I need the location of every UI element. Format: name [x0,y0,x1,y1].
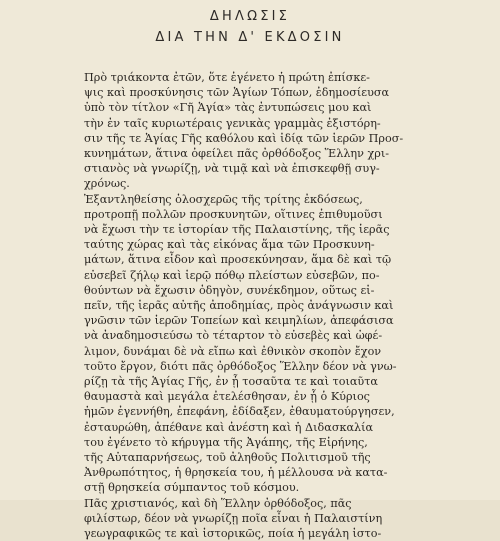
body-text [84,70,474,541]
title-line-2: ΔΙΑ ΤΗΝ Δ' ΕΚΔΟΣΙΝ [155,30,345,45]
paragraph-2: Ἐξαντληθείσης ὁλοσχερῶς τῆς τρίτης ἐκδόσεως, προτροπῇ πολλῶν προσκυνητῶν, οἵτινες ἐπιθυμοῦσι νὰ ἔχωσι τὴν τε ἱστορίαν τῆς Παλαιστίνης, τῆς ἱερᾶς ταύτης χώρας καὶ τὰς εἰκόνας ἅμα τῶν Προσκυνη- μάτων, ἅτινα εἶδον καὶ προσεκύνησαν, ἅμα δὲ καὶ τῷ εὐσεβεῖ ζήλῳ καὶ ἱερῷ πόθῳ πλείστων εὐσεβῶν, πο- θούντων νὰ ἔχωσιν ὁδηγὸν, συνέκδημον, οὕτως εἰ- πεῖν, τῆς ἱερᾶς αὐτῆς ἀποδημίας, πρὸς ἀνάγνωσιν καὶ γνῶσιν τῶν ἱερῶν Τοπείων καὶ κειμηλίων, ἀπεφάσισα νὰ ἀναδημοσιεύσω τὸ τέταρτον τὸ εὐσεβὲς καὶ ὠφέ- λιμον, δυνάμαι δὲ νὰ εἴπω καὶ ἐθνικὸν σκοπὸν ἔχον τοῦτο ἔργον, διότι πᾶς ὀρθόδοξος Ἕλλην δέον νὰ γνω- ρίζῃ τὰ τῆς Ἁγίας Γῆς, ἐν ᾗ τοσαῦτα τε καὶ τοιαῦτα θαυμαστὰ καὶ μεγάλα ἐτελέσθησαν, ἐν ᾗ ὁ Κύριος ἡμῶν ἐγεννήθη, ἐπεφάνη, ἐδίδαξεν, ἐθαυματούργησεν, ἐσταυρώθη, ἀπέθανε καὶ ἀνέστη καὶ ἡ Διδασκαλία του ἐγένετο τὸ κήρυγμα τῆς Ἀγάπης, τῆς Εἰρήνης, τῆς Αὐταπαρνήσεως, τοῦ ἀληθοῦς Πολιτισμοῦ τῆς Ἀνθρωπότητος, ἡ θρησκεία του, ἡ μέλλουσα νὰ κατα- στῇ θρησκεία σύμπαντος τοῦ κόσμου. [84,192,397,495]
paragraph-3: Πᾶς χριστιανός, καὶ δὴ Ἕλλην ὀρθόδοξος, πᾶς φιλίστωρ, δέον νὰ γνωρίζῃ ποῖα εἶναι ἡ Παλαιστίνη γεωγραφικῶς τε καὶ ἱστορικῶς, ποία ἡ μεγάλη ἱστο- [84,496,383,541]
paragraph-1: Πρὸ τριάκοντα ἐτῶν, ὅτε ἐγένετο ἡ πρώτη ἐπίσκε- ψις καὶ προσκύνησις τῶν Ἁγίων Τόπων, ἐδημοσίευσα ὑπὸ τὸν τίτλον «Γῆ Ἁγία» τὰς ἐντυπώσεις μου καὶ τὴν ἐν ταῖς κυριωτέραις γενικὰς γραμμὰς ἐξιστόρη- σιν τῆς τε Ἁγίας Γῆς καθόλου καὶ ἰδίᾳ τῶν ἱερῶν Προσ- κυνημάτων, ἅτινα ὀφείλει πᾶς ὀρθόδοξος Ἕλλην χρι- στιανὸς νὰ γνωρίζῃ, νὰ τιμᾷ καὶ νὰ ἐπισκεφθῇ συγ- χρόνως. [84,71,404,191]
title-line-1: ΔΗΛΩΣΙΣ [209,9,291,24]
